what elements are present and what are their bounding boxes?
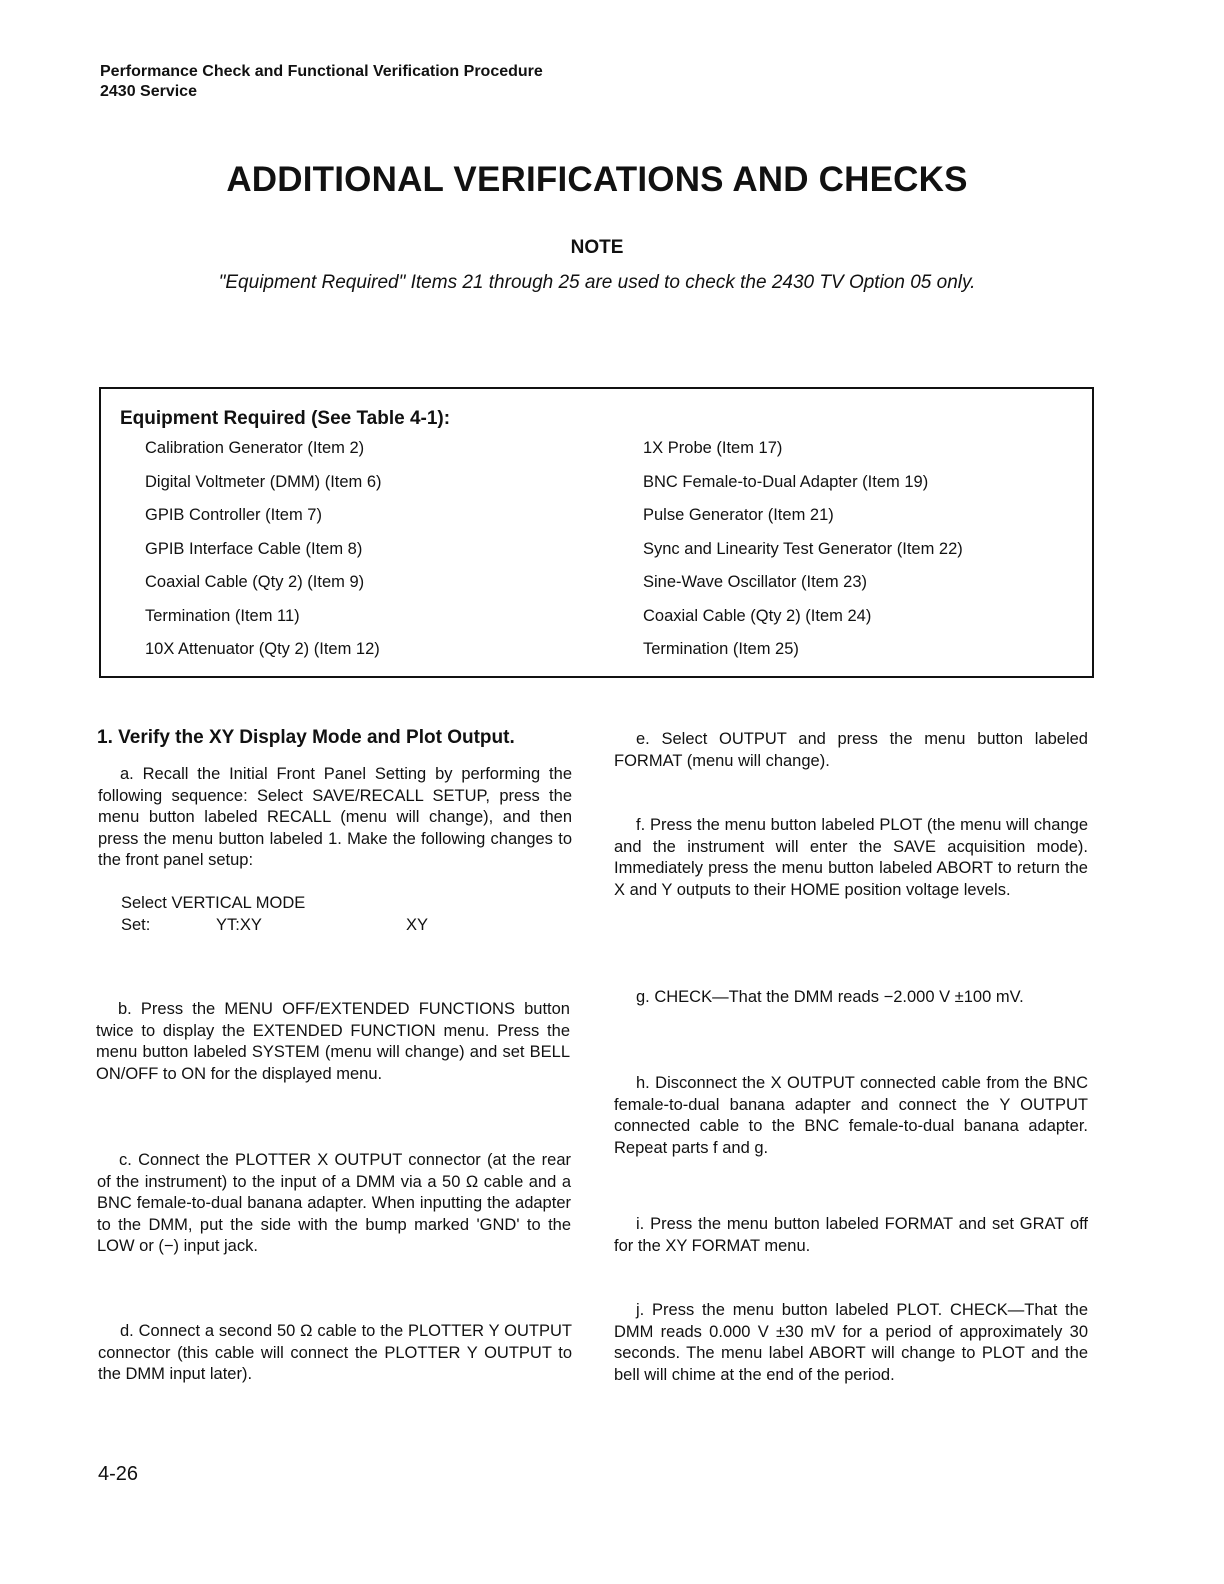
equipment-item: Termination (Item 25) [643, 640, 799, 658]
page-title: ADDITIONAL VERIFICATIONS AND CHECKS [226, 160, 968, 199]
step-e-text: e. Select OUTPUT and press the menu button labeled FORMAT (menu will change). [614, 730, 1088, 770]
equipment-item: Sine-Wave Oscillator (Item 23) [643, 573, 868, 591]
equipment-item: GPIB Controller (Item 7) [145, 506, 322, 524]
page-number: 4-26 [98, 1463, 139, 1485]
note-label: NOTE [570, 237, 624, 258]
equipment-item: BNC Female-to-Dual Adapter (Item 19) [643, 472, 929, 491]
header-line-2: 2430 Service [100, 83, 197, 100]
header-line-1: Performance Check and Functional Verification Procedure [100, 63, 543, 80]
step-a [98, 764, 572, 872]
equipment-item: Termination (Item 11) [145, 606, 300, 625]
running-header [100, 62, 543, 102]
step-f-text: f. Press the menu button labeled PLOT (the menu will change and the instrument will enter the SAVE acquisition mode). Immediately press the menu button labeled ABORT to return the X and Y outputs to their HOME position voltage levels. [614, 816, 1088, 899]
step-d [98, 1321, 572, 1386]
step-j-text: j. Press the menu button labeled PLOT. CHECK—That the DMM reads 0.000 V ±30 mV for a period of approximately 30 seconds. The menu label ABORT will change to PLOT and the bell will chime at the end of the period. [614, 1301, 1088, 1384]
setup-set-to: XY [406, 915, 429, 934]
step-e [614, 729, 1088, 772]
step-i [614, 1214, 1088, 1257]
equipment-list-left [145, 437, 382, 672]
setup-set-label: Set: [121, 915, 151, 934]
setup-set-from: YT:XY [216, 915, 262, 934]
equipment-item: 1X Probe (Item 17) [643, 439, 783, 457]
equipment-item: Coaxial Cable (Qty 2) (Item 24) [643, 606, 872, 625]
step-a-text: a. Recall the Initial Front Panel Setting by performing the following sequence: Select SAVE/RECALL SETUP, press the menu button labeled RECALL (menu will change), and then press the menu button labeled 1. Make the following changes to the front panel setup: [98, 765, 572, 869]
equipment-item: Calibration Generator (Item 2) [145, 439, 365, 457]
equipment-item: Sync and Linearity Test Generator (Item 22) [643, 539, 963, 558]
step-h [614, 1073, 1088, 1159]
step-c-text: c. Connect the PLOTTER X OUTPUT connector (at the rear of the instrument) to the input of a DMM via a 50 Ω cable and a BNC female-to-dual banana adapter. When inputting the adapter to the DMM, put the side with the bump marked 'GND' to the LOW or (−) input jack. [97, 1151, 571, 1255]
equipment-item: Coaxial Cable (Qty 2) (Item 9) [145, 573, 365, 591]
equipment-list-right [643, 437, 963, 672]
equipment-item: Digital Voltmeter (DMM) (Item 6) [145, 472, 382, 491]
note-text: "Equipment Required" Items 21 through 25 are used to check the 2430 TV Option 05 only. [218, 272, 976, 293]
step-b-text: b. Press the MENU OFF/EXTENDED FUNCTIONS button twice to display the EXTENDED FUNCTION menu. Press the menu button labeled SYSTEM (menu will change) and set BELL ON/OFF to ON for the displayed menu. [96, 1000, 570, 1083]
step-f [614, 815, 1088, 901]
step-j [614, 1300, 1088, 1386]
step-g [614, 987, 1088, 1009]
step-i-text: i. Press the menu button labeled FORMAT and set GRAT off for the XY FORMAT menu. [614, 1215, 1088, 1255]
setup-block [121, 893, 428, 936]
setup-line: Select VERTICAL MODE [121, 894, 306, 912]
equipment-item: GPIB Interface Cable (Item 8) [145, 539, 363, 558]
step-b [96, 999, 570, 1085]
section-heading: 1. Verify the XY Display Mode and Plot Output. [97, 727, 515, 748]
step-h-text: h. Disconnect the X OUTPUT connected cable from the BNC female-to-dual banana adapter and connect the Y OUTPUT connected cable to the BNC female-to-dual banana adapter. Repeat parts f and g. [614, 1074, 1088, 1157]
step-g-text: g. CHECK—That the DMM reads −2.000 V ±100 mV. [636, 988, 1024, 1006]
step-d-text: d. Connect a second 50 Ω cable to the PLOTTER Y OUTPUT connector (this cable will connect the PLOTTER Y OUTPUT to the DMM input later). [98, 1322, 572, 1383]
equipment-item: Pulse Generator (Item 21) [643, 506, 834, 524]
equipment-title: Equipment Required (See Table 4-1): [120, 408, 451, 429]
equipment-item: 10X Attenuator (Qty 2) (Item 12) [145, 640, 380, 658]
step-c [97, 1150, 571, 1258]
